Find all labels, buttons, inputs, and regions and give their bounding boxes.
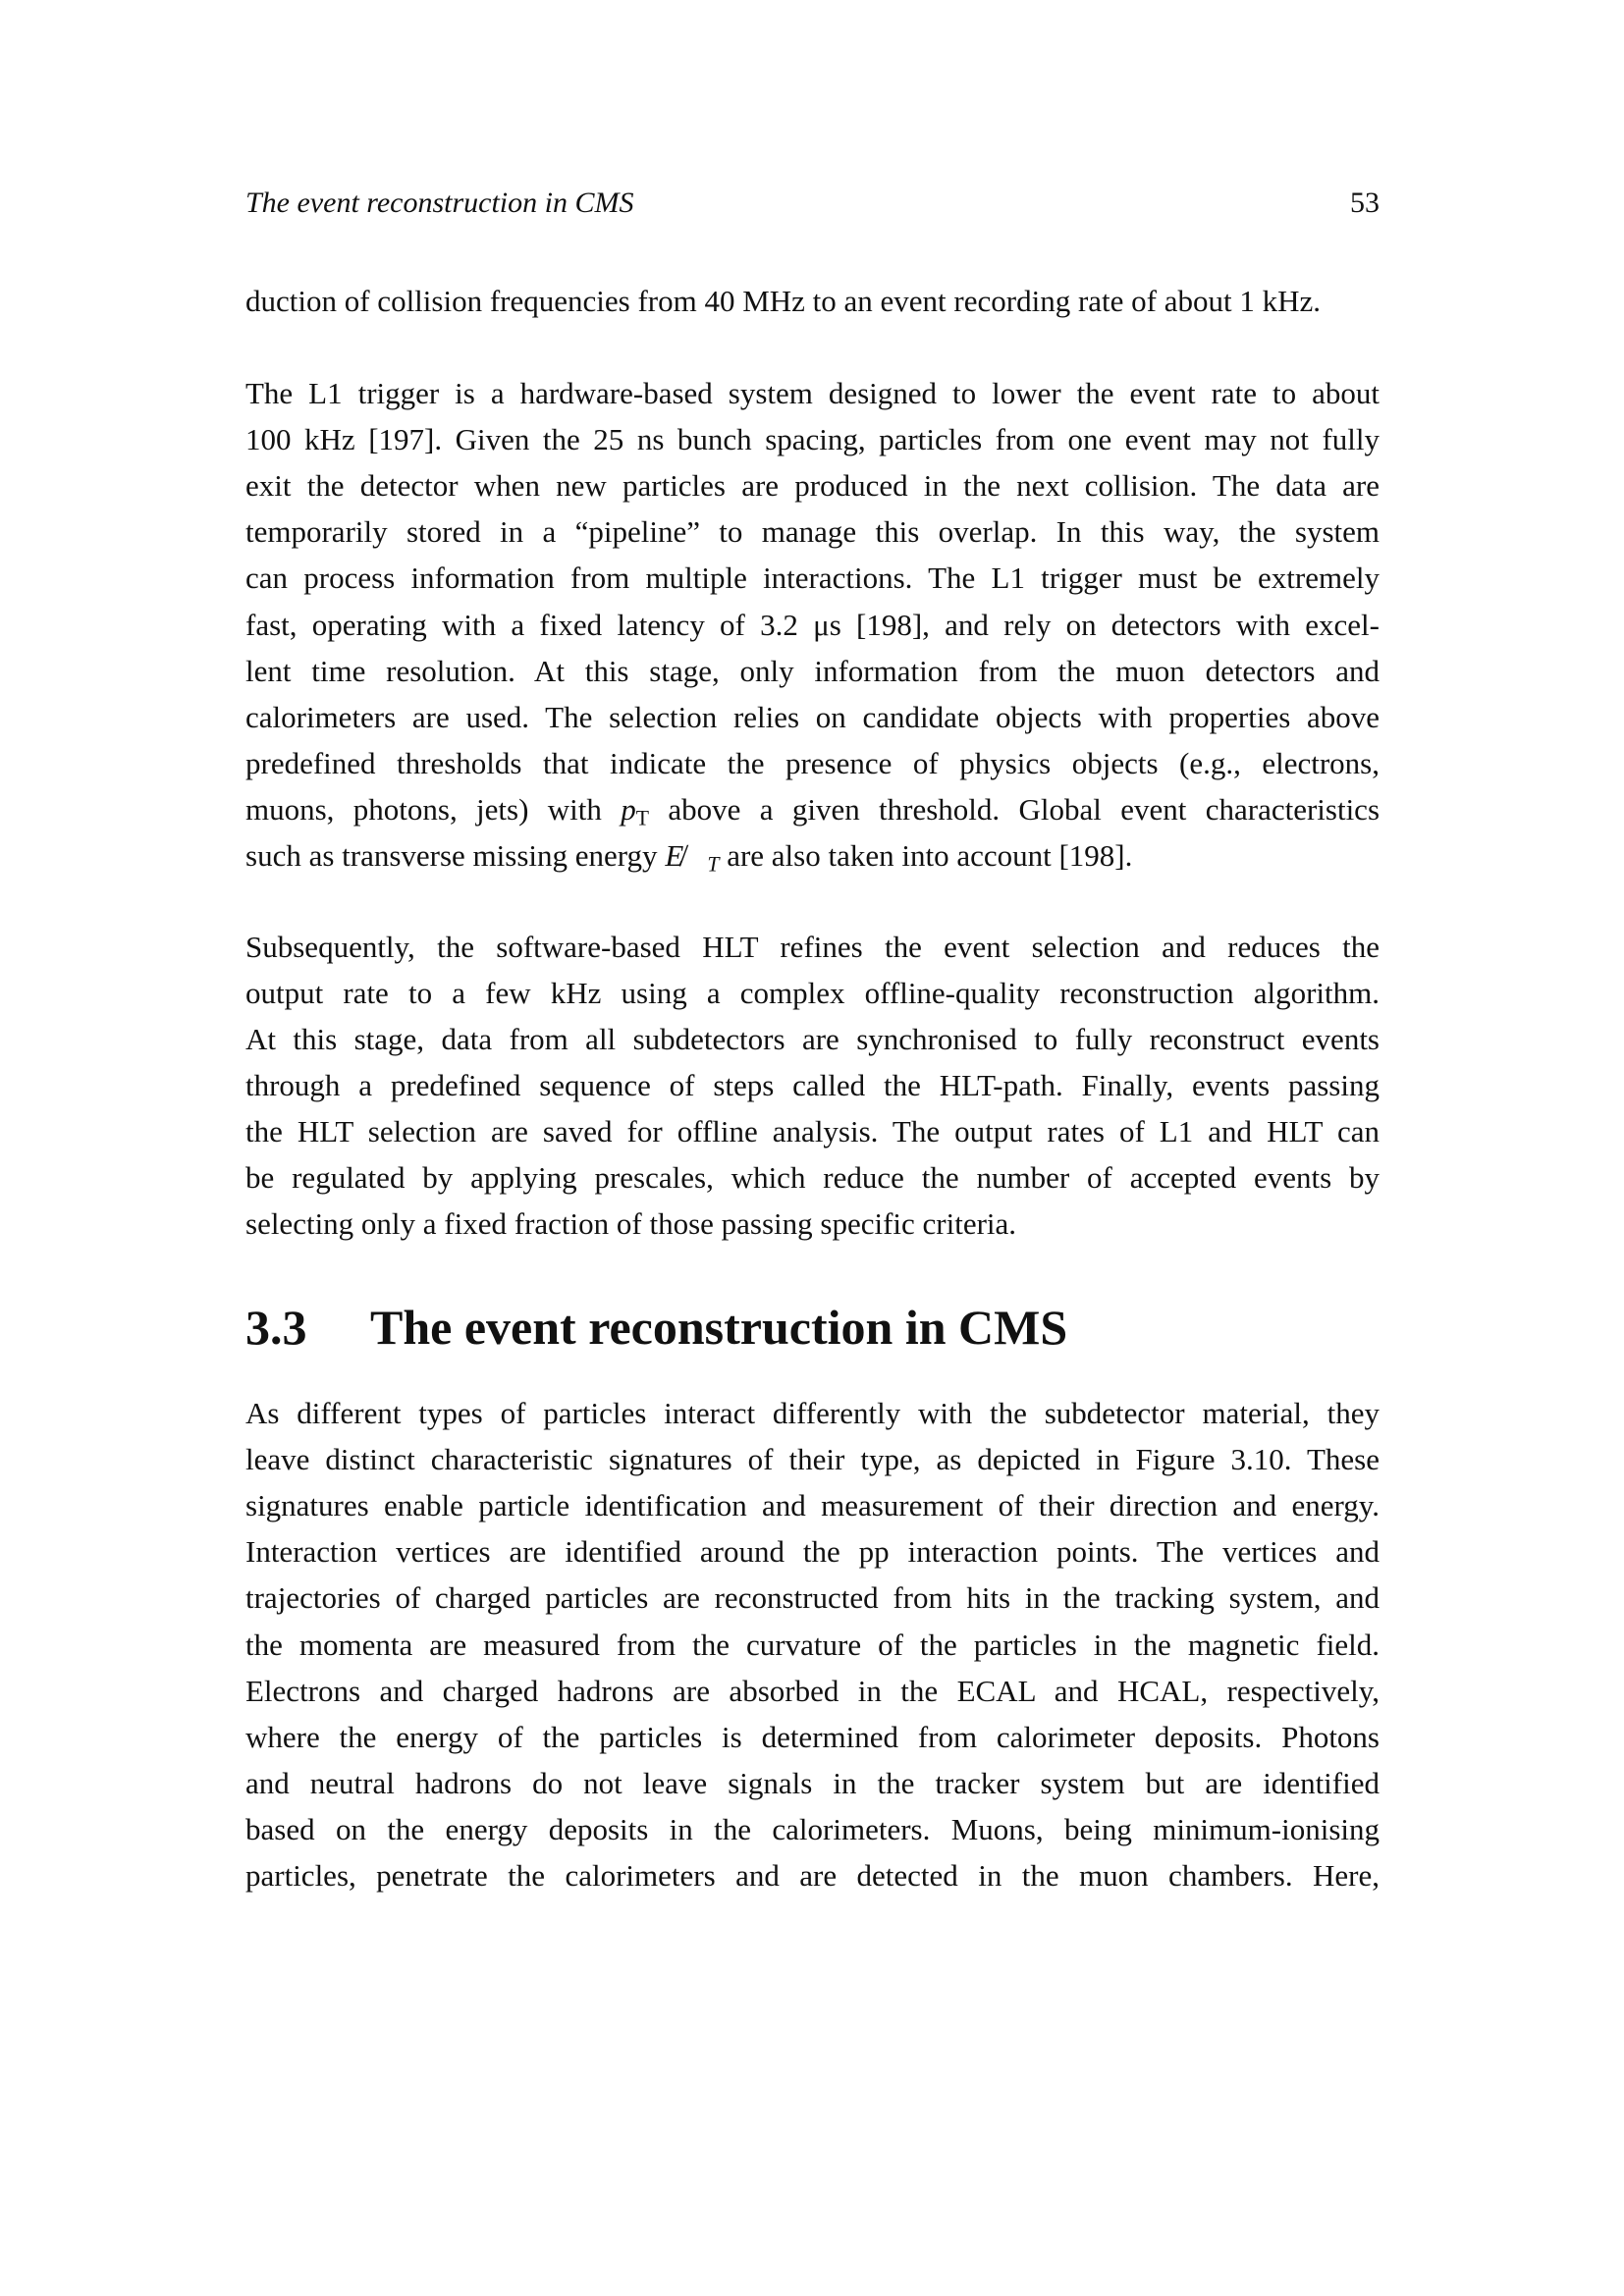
- text-line: predefined thresholds that indicate the presence of physics objects (e.g., electrons,: [245, 746, 1380, 780]
- text-line: 100 kHz [197]. Given the 25 ns bunch spacing, particles from one event may not fully: [245, 422, 1380, 456]
- text-line: and neutral hadrons do not leave signals in the tracker system but are identified: [245, 1766, 1380, 1800]
- text-line-with-met: [245, 832, 1380, 879]
- text-line: particles, penetrate the calorimeters and are detected in the muon chambers. Here,: [245, 1858, 1380, 1893]
- text-line: leave distinct characteristic signatures of their type, as depicted in Figure 3.10. These: [245, 1442, 1380, 1476]
- text-line: fast, operating with a fixed latency of 3.2 μs [198], and rely on detectors with excel-: [245, 608, 1380, 642]
- section-title: The event reconstruction in CMS: [370, 1300, 1068, 1355]
- math-symbol-missing-et: E̸⃗: [665, 838, 708, 873]
- text-line: duction of collision frequencies from 40 MHz to an event recording rate of about 1 kHz.: [245, 284, 1321, 318]
- text-line: exit the detector when new particles are produced in the next collision. The data are: [245, 468, 1380, 503]
- math-symbol-p: p: [621, 792, 636, 827]
- text-line: Interaction vertices are identified around the pp interaction points. The vertices and: [245, 1534, 1380, 1569]
- section-heading: [245, 1296, 1380, 1359]
- text-line: lent time resolution. At this stage, only information from the muon detectors and: [245, 654, 1380, 688]
- text-line: Subsequently, the software-based HLT refines the event selection and reduces the: [245, 930, 1380, 964]
- math-subscript-t: T: [707, 852, 720, 877]
- text-line: based on the energy deposits in the calorimeters. Muons, being minimum-ionising: [245, 1812, 1380, 1846]
- text-line: The L1 trigger is a hardware-based system designed to lower the event rate to about: [245, 376, 1380, 410]
- text-run: above a given threshold. Global event characteristics: [649, 792, 1380, 827]
- running-header: [245, 187, 1380, 226]
- text-line: where the energy of the particles is determined from calorimeter deposits. Photons: [245, 1720, 1380, 1754]
- text-line-with-pt: [245, 786, 1380, 832]
- text-line: trajectories of charged particles are reconstructed from hits in the tracking system, and: [245, 1580, 1380, 1615]
- text-line: At this stage, data from all subdetectors are synchronised to fully reconstruct events: [245, 1022, 1380, 1056]
- section-number: 3.3: [245, 1300, 307, 1355]
- page-number: 53: [1350, 187, 1380, 219]
- running-title: The event reconstruction in CMS: [245, 187, 634, 219]
- text-run: are also taken into account [198].: [719, 838, 1133, 873]
- text-line: As different types of particles interact differently with the subdetector material, they: [245, 1396, 1380, 1430]
- text-line: selecting only a fixed fraction of those passing specific criteria.: [245, 1206, 1017, 1241]
- text-run: such as transverse missing energy: [245, 838, 666, 873]
- text-line: calorimeters are used. The selection relies on candidate objects with properties above: [245, 700, 1380, 734]
- text-line: output rate to a few kHz using a complex offline-quality reconstruction algorithm.: [245, 976, 1380, 1010]
- text-line: the momenta are measured from the curvature of the particles in the magnetic field.: [245, 1628, 1380, 1662]
- text-line: Electrons and charged hadrons are absorbed in the ECAL and HCAL, respectively,: [245, 1674, 1380, 1708]
- text-line: temporarily stored in a “pipeline” to manage this overlap. In this way, the system: [245, 514, 1380, 549]
- text-line: the HLT selection are saved for offline analysis. The output rates of L1 and HLT can: [245, 1114, 1380, 1148]
- text-line: be regulated by applying prescales, which reduce the number of accepted events by: [245, 1160, 1380, 1195]
- text-line: signatures enable particle identification and measurement of their direction and energy.: [245, 1488, 1380, 1522]
- text-run: muons, photons, jets) with: [245, 792, 622, 827]
- text-line: through a predefined sequence of steps called the HLT-path. Finally, events passing: [245, 1068, 1380, 1102]
- text-line: can process information from multiple interactions. The L1 trigger must be extremely: [245, 561, 1380, 595]
- math-subscript-t: T: [635, 806, 649, 830]
